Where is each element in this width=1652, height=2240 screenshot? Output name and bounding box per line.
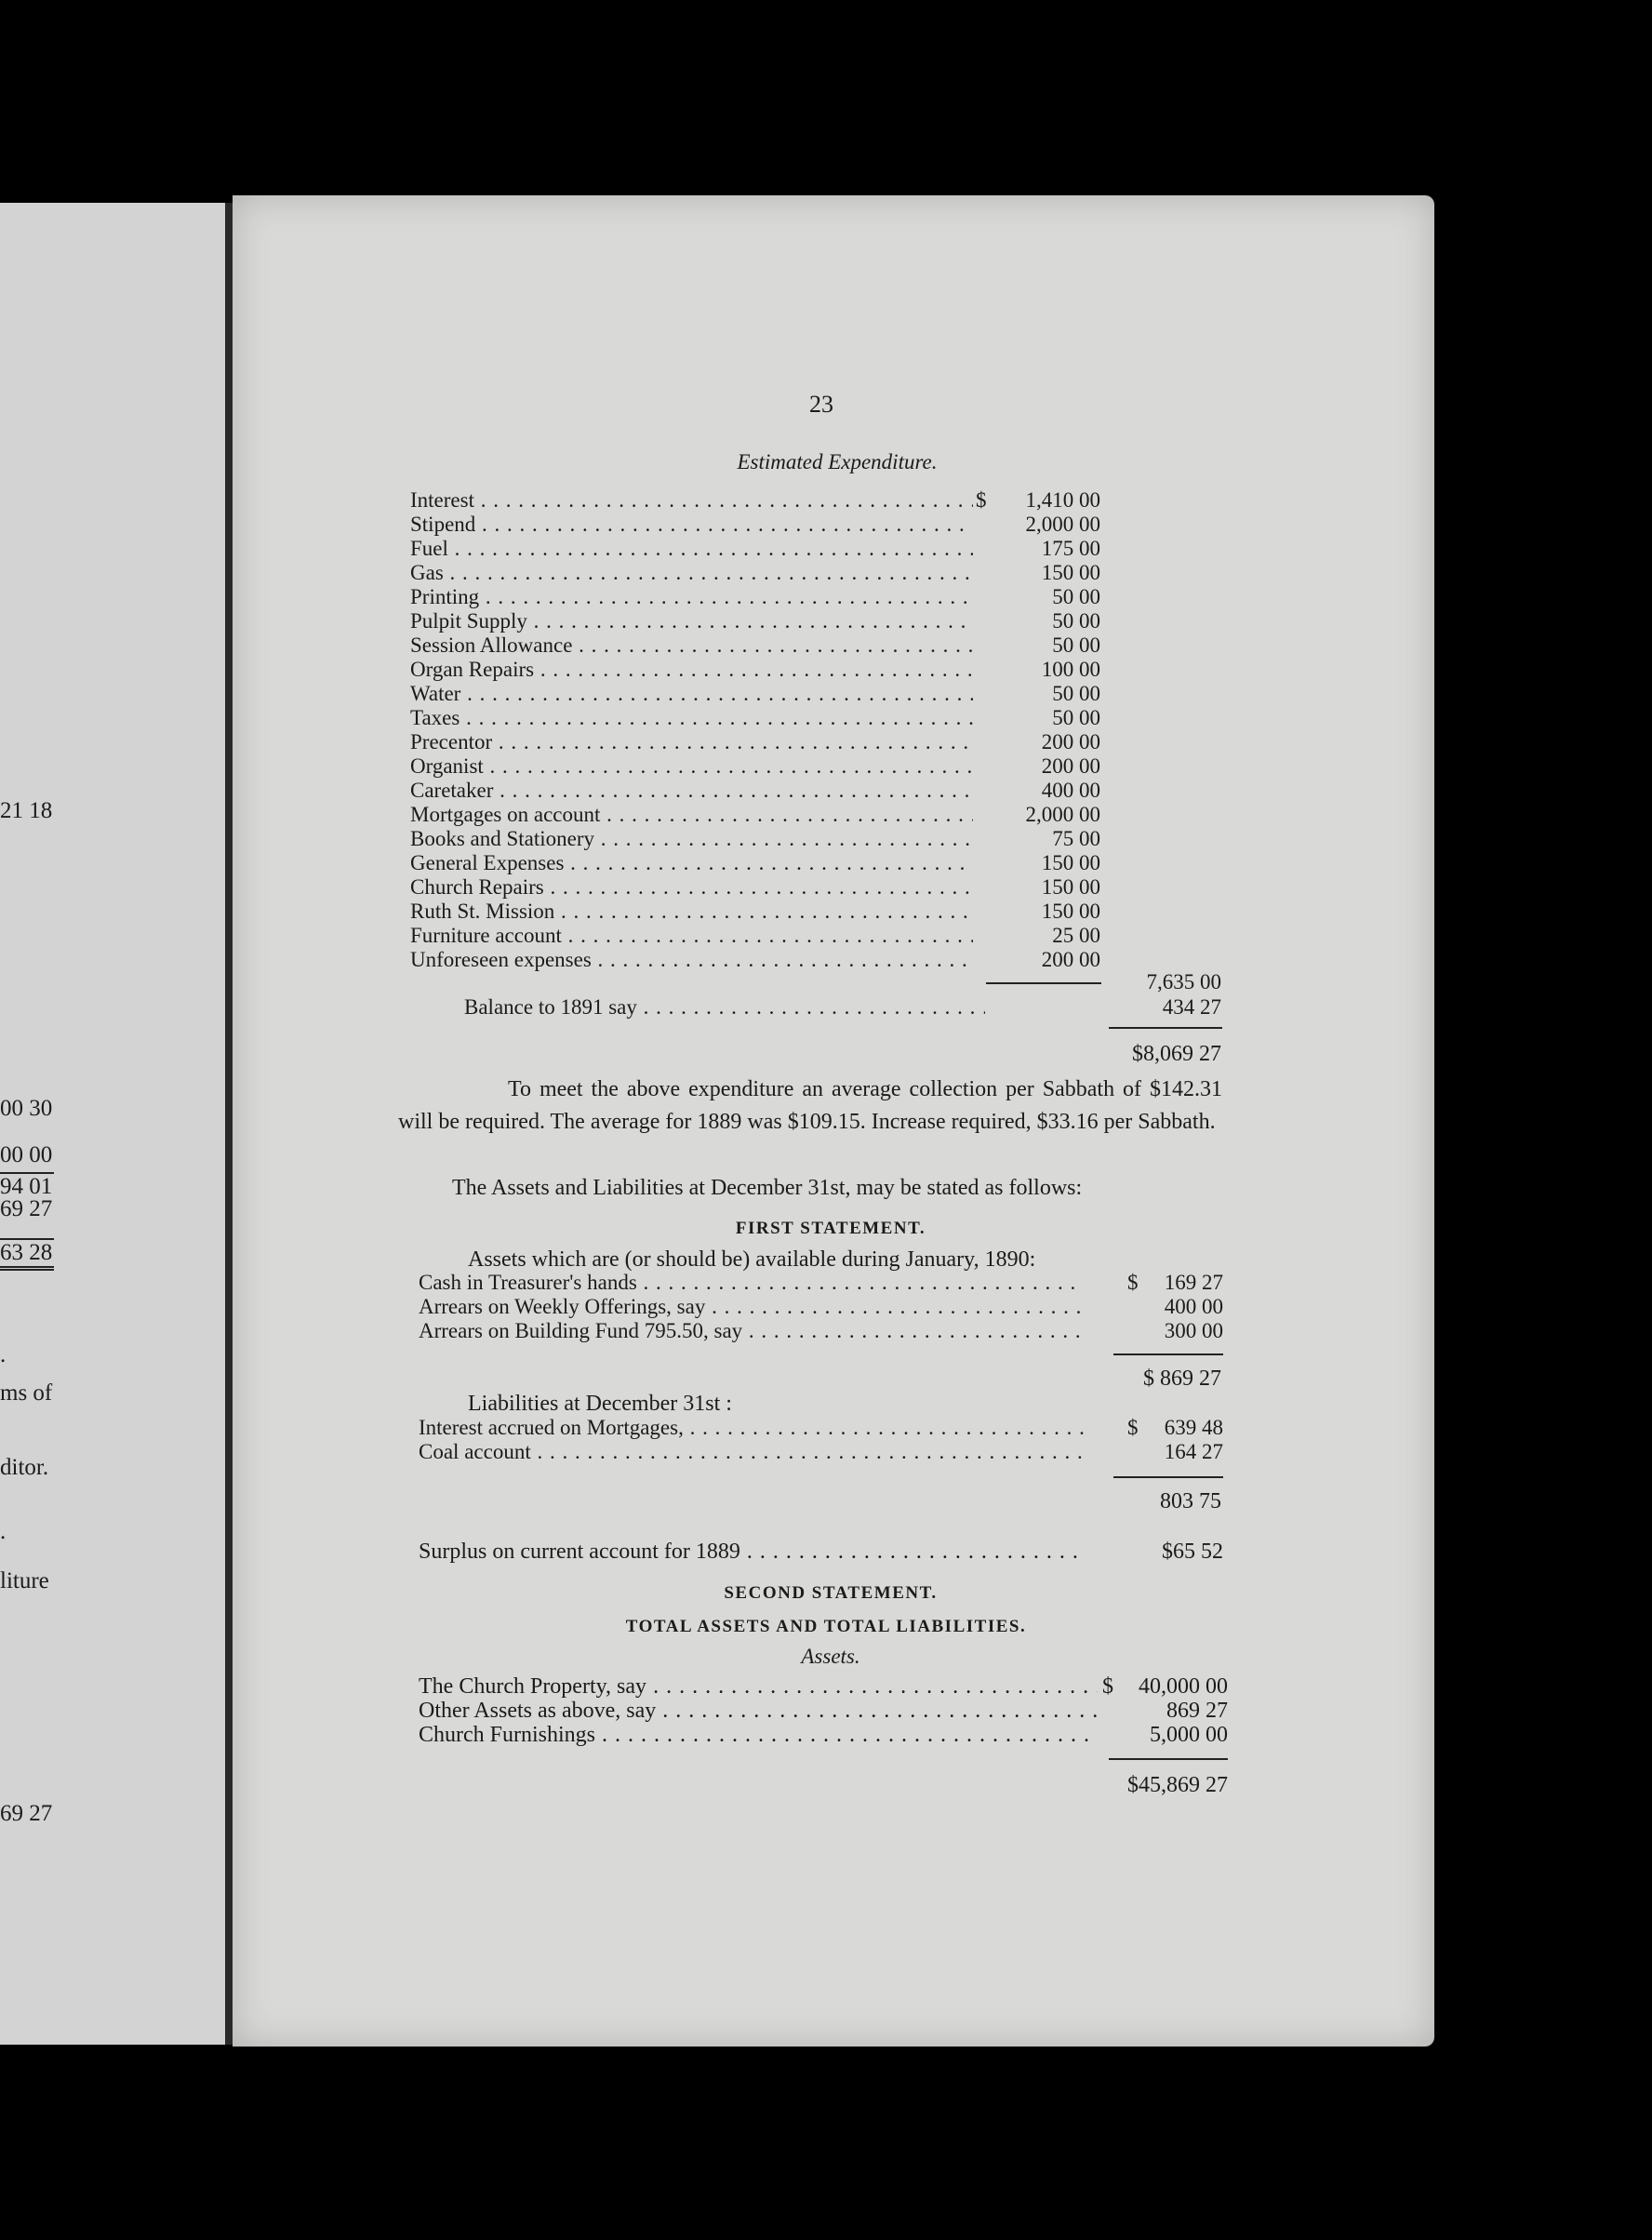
left-text-fragment: 69 27 xyxy=(0,1801,53,1826)
second-assets-total: $45,869 27 xyxy=(1127,1773,1228,1797)
left-text-fragment: 94 01 xyxy=(0,1174,53,1199)
expenditure-row: Precentor . . . 200 00 xyxy=(410,730,1154,754)
expenditure-row: General Expenses . . . 150 00 xyxy=(410,851,1154,875)
expenditure-row: Mortgages on account . . . 2,000 00 xyxy=(410,803,1154,827)
second-asset-row: Other Assets as above, say . . . 869 27 xyxy=(419,1699,1228,1723)
first-asset-row: Arrears on Weekly Offerings, say . . . 400 00 xyxy=(419,1295,1223,1319)
expenditure-row: Pulpit Supply . . . 50 00 xyxy=(410,609,1154,633)
expenditure-row: Fuel . . . 175 00 xyxy=(410,537,1154,561)
expenditure-row: Water . . . 50 00 xyxy=(410,682,1154,706)
second-statement-subtitle: TOTAL ASSETS AND TOTAL LIABILITIES. xyxy=(625,1617,1027,1636)
second-asset-row: The Church Property, say . . . $ 40,000 00 xyxy=(419,1674,1228,1699)
expenditure-row: Printing . . . 50 00 xyxy=(410,585,1154,609)
expenditure-row: Gas . . . 150 00 xyxy=(410,561,1154,585)
second-assets-heading: Assets. xyxy=(801,1645,860,1668)
assets-intro-line: The Assets and Liabilities at December 31st, may be stated as follows: xyxy=(452,1176,1083,1200)
left-text-fragment: ms of xyxy=(0,1380,53,1406)
first-assets-rule xyxy=(1113,1353,1223,1355)
total-rule xyxy=(1109,1027,1222,1029)
expenditure-row: Ruth St. Mission . . . 150 00 xyxy=(410,900,1154,924)
surplus-row: Surplus on current account for 1889 . . . $65 52 xyxy=(419,1540,1223,1564)
liabilities-rule xyxy=(1113,1476,1223,1478)
page-gutter xyxy=(225,203,233,2045)
left-page-fragment xyxy=(0,203,225,2045)
liabilities-heading: Liabilities at December 31st : xyxy=(468,1392,732,1416)
subtotal-rule xyxy=(986,982,1101,984)
expenditure-row: Caretaker . . . 400 00 xyxy=(410,779,1154,803)
expenditure-subtotal: 7,635 00 xyxy=(1146,970,1221,993)
second-asset-row: Church Furnishings . . . 5,000 00 xyxy=(419,1723,1228,1747)
expenditure-row: Interest . . . $ 1,410 00 xyxy=(410,488,1154,513)
expenditure-row: Books and Stationery . . . 75 00 xyxy=(410,827,1154,851)
first-asset-row: Arrears on Building Fund 795.50, say . . . 300 00 xyxy=(419,1319,1223,1343)
page-number: 23 xyxy=(809,391,833,418)
expenditure-row: Taxes . . . 50 00 xyxy=(410,706,1154,730)
first-statement-title: FIRST STATEMENT. xyxy=(735,1219,926,1238)
liabilities-total: 803 75 xyxy=(1160,1489,1221,1513)
balance-row: Balance to 1891 say . . . 434 27 xyxy=(464,995,1223,1020)
left-text-fragment: ditor. xyxy=(0,1455,49,1480)
left-text-fragment: liture xyxy=(0,1568,49,1593)
expenditure-row: Session Allowance . . . 50 00 xyxy=(410,633,1154,658)
left-text-fragment: 63 28 xyxy=(0,1238,54,1271)
liability-row: Coal account . . . 164 27 xyxy=(419,1440,1223,1464)
first-assets-total: $ 869 27 xyxy=(1143,1367,1221,1391)
expenditure-row: Stipend . . . 2,000 00 xyxy=(410,513,1154,537)
liability-row: Interest accrued on Mortgages, . . . $ 639 48 xyxy=(419,1416,1223,1440)
second-statement-title: SECOND STATEMENT. xyxy=(724,1583,938,1603)
expenditure-row: Organ Repairs . . . 100 00 xyxy=(410,658,1154,682)
left-text-fragment: 21 18 xyxy=(0,798,53,823)
left-text-fragment: . xyxy=(0,1519,7,1544)
expenditure-row: Organist . . . 200 00 xyxy=(410,754,1154,779)
estimated-expenditure-title: Estimated Expenditure. xyxy=(737,450,938,473)
second-assets-rule xyxy=(1109,1758,1228,1760)
expenditure-total: $8,069 27 xyxy=(1132,1042,1221,1066)
first-asset-row: Cash in Treasurer's hands . . . $ 169 27 xyxy=(419,1271,1223,1295)
expenditure-row: Furniture account . . . 25 00 xyxy=(410,924,1154,948)
meet-expenditure-paragraph: To meet the above expenditure an average collection per Sabbath of $142.31 will be required. The average for 1889 was $109.15. Increase required, $33.16 per Sabbath. xyxy=(398,1077,1222,1134)
first-assets-heading: Assets which are (or should be) available during January, 1890: xyxy=(468,1247,1036,1272)
expenditure-row: Church Repairs . . . 150 00 xyxy=(410,875,1154,900)
expenditure-row: Unforeseen expenses . . . 200 00 xyxy=(410,948,1154,972)
left-text-fragment: . xyxy=(0,1342,7,1367)
left-text-fragment: 69 27 xyxy=(0,1196,53,1221)
left-text-fragment: 00 30 xyxy=(0,1096,53,1121)
left-text-fragment: 00 00 xyxy=(0,1142,53,1167)
